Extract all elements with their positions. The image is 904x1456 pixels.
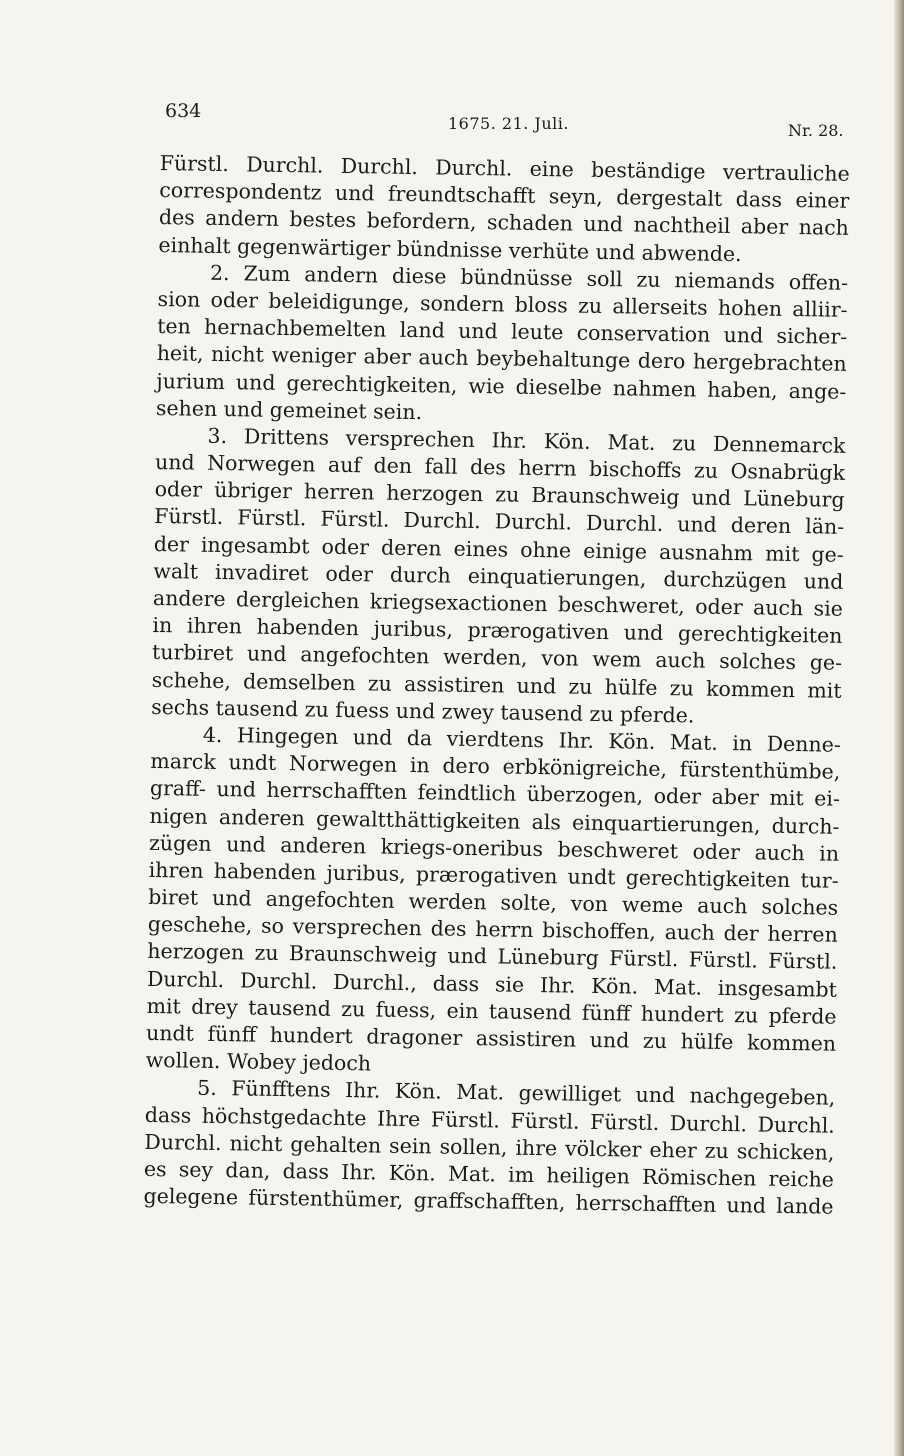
text-line: Fürstl. Fürstl. Fürstl. Durchl. Durchl. Durchl. und deren län- — [154, 504, 845, 540]
text-line: wollen. Wobey jedoch — [145, 1048, 372, 1076]
text-line: correspondentz und freundtschafft seyn, dergestalt dass einer — [159, 178, 850, 214]
text-line: einhalt gegenwärtiger bündnisse verhüte und abwende. — [158, 232, 742, 266]
text-line: mit drey tausend zu fuess, ein tausend fünff hundert zu pferde — [146, 993, 837, 1029]
paragraph-4-start: 4. Hingegen und da vierdtens Ihr. Kön. Mat. in Denne- — [202, 722, 841, 757]
text-line: sion oder beleidigunge, sondern bloss zu allerseits hohen alliir- — [157, 286, 848, 322]
body-text — [143, 150, 850, 1221]
page-number: 634 — [165, 100, 202, 122]
text-line: und Norwegen auf den fall des herrn bischoffs zu Osnabrügk — [154, 450, 846, 485]
text-line: jurium und gerechtigkeiten, wie dieselbe nahmen haben, ange- — [156, 368, 847, 404]
text-line: ten hernachbemelten land und leute conservation und sicher- — [157, 314, 848, 349]
text-line: heit, nicht weniger aber auch beybehaltunge dero hergebrachten — [156, 341, 847, 377]
text-line: marck undt Norwegen in dero erbkönigreiche, fürstenthümbe, — [150, 749, 841, 784]
text-line: biret und angefochten werden solte, von weme auch solches — [148, 884, 839, 920]
text-line: geschehe, so versprechen des herrn bischoffen, auch der herren — [147, 912, 838, 947]
text-line: sechs tausend zu fuess und zwey tausend zu pferde. — [151, 694, 695, 728]
text-line: Durchl. Durchl. Durchl., dass sie Ihr. Kön. Mat. insgesambt — [146, 966, 838, 1002]
text-line: der ingesambt oder deren eines ohne einige ausnahm mit ge- — [153, 531, 844, 567]
text-line: graff- und herrschafften feindtlich überzogen, oder aber mit ei- — [149, 776, 841, 812]
document-date: 1675. 21. Juli. — [448, 114, 569, 133]
text-line: sehen und gemeinet sein. — [155, 395, 423, 424]
text-line: gelegene fürstenthümer, graffschafften, herrschafften und lande — [143, 1183, 834, 1219]
text-line: es sey dan, dass Ihr. Kön. Mat. im heiligen Römischen reiche — [143, 1156, 835, 1192]
text-line: herzogen zu Braunschweig und Lüneburg Fürstl. Fürstl. Fürstl. — [147, 939, 838, 975]
text-line: zügen und anderen kriegs-oneribus beschweret oder auch in — [148, 830, 840, 866]
page-edge-shadow — [894, 0, 904, 1456]
paragraph-3-start: 3. Drittens versprechen Ihr. Kön. Mat. zu Dennemarck — [207, 423, 846, 458]
text-line: nigen anderen gewaltthättigkeiten als einquartierungen, durch- — [149, 803, 840, 839]
paragraph-2-start: 2. Zum andern diese bündnüsse soll zu niemands offen- — [209, 260, 849, 295]
text-line: walt invadiret oder durch einquatierungen, durchzügen und — [153, 558, 844, 594]
text-line: andere dergleichen kriegsexactionen beschweret, oder auch sie — [152, 585, 844, 621]
page-header — [0, 0, 904, 160]
document-number: Nr. 28. — [788, 121, 844, 140]
text-line: undt fünff hundert dragoner assistiren und zu hülfe kommen — [145, 1020, 837, 1056]
text-line: des andern bestes befordern, schaden und nachtheil aber nach — [158, 205, 850, 241]
text-line: in ihren habenden juribus, prærogativen und gerechtigkeiten — [152, 613, 843, 648]
text-line: schehe, demselben zu assistiren und zu hülfe zu kommen mit — [151, 667, 842, 703]
text-line: dass höchstgedachte Ihre Fürstl. Fürstl. Fürstl. Durchl. Durchl. — [144, 1102, 835, 1138]
text-line: oder übriger herren herzogen zu Braunschweig und Lüneburg — [154, 477, 845, 513]
text-line: turbiret und angefochten werden, von wem auch solches ge- — [151, 640, 843, 676]
paragraph-5-start: 5. Fünfftens Ihr. Kön. Mat. gewilliget und nachgegeben, — [197, 1076, 836, 1111]
text-line: Durchl. nicht gehalten sein sollen, ihre völcker eher zu schicken, — [144, 1129, 835, 1165]
text-line: Fürstl. Durchl. Durchl. Durchl. eine beständige vertrauliche — [159, 150, 850, 186]
text-line: ihren habenden juribus, prærogativen undt gerechtigkeiten tur- — [148, 857, 839, 893]
